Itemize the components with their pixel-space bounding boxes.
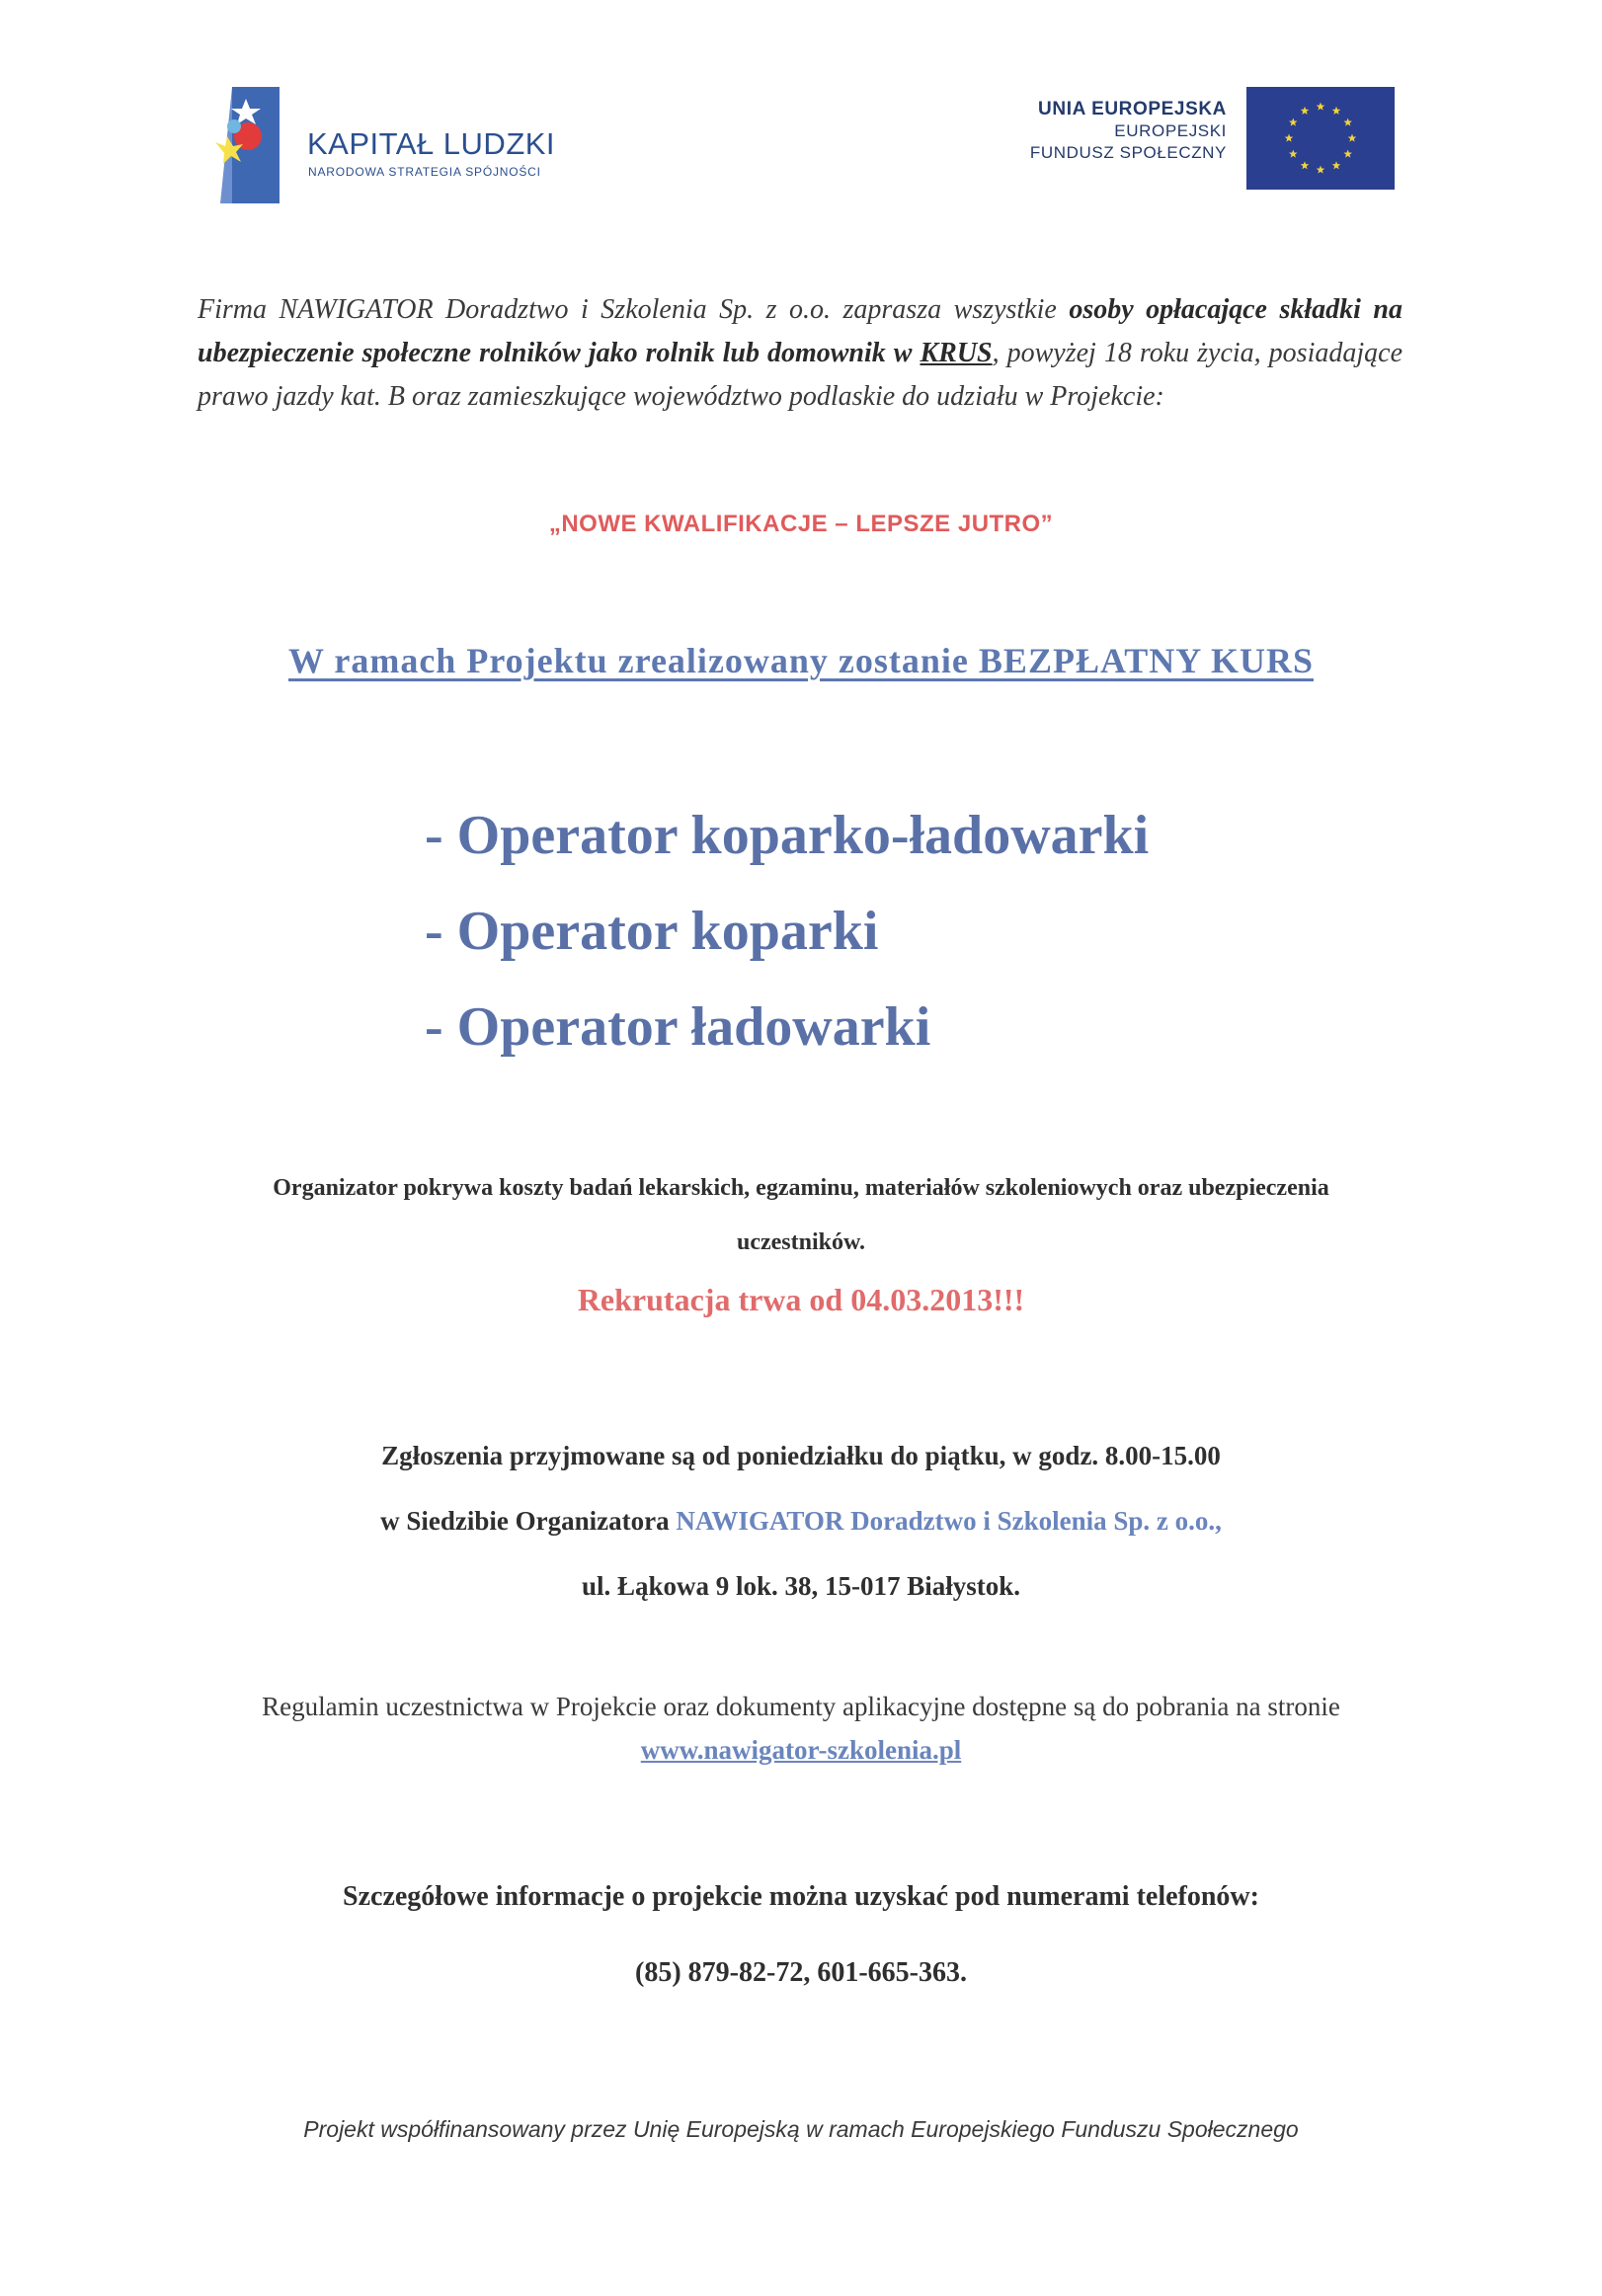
- costs-line-1: Organizator pokrywa koszty badań lekarskich, egzaminu, materiałów szkoleniowych oraz ubezpieczenia: [273, 1175, 1329, 1201]
- kapital-ludzki-subtitle: NARODOWA STRATEGIA SPÓJNOŚCI: [308, 165, 541, 179]
- hours-line-3: ul. Łąkowa 9 lok. 38, 15-017 Białystok.: [581, 1571, 1021, 1601]
- project-name: „NOWE KWALIFIKACJE – LEPSZE JUTRO”: [548, 511, 1054, 537]
- website-link[interactable]: www.nawigator-szkolenia.pl: [640, 1735, 962, 1765]
- regulations-info: [0, 1685, 1602, 1772]
- course-list: [425, 788, 1314, 1075]
- eu-logo-line3: FUNDUSZ SPOŁECZNY: [1029, 143, 1227, 162]
- eu-logo-text: [1030, 99, 1227, 164]
- regulations-line-1: Regulamin uczestnictwa w Projekcie oraz dokumenty aplikacyjne dostępne są do pobrania na stronie: [262, 1692, 1340, 1721]
- course-item: - Operator ładowarki: [425, 996, 931, 1058]
- recruitment-notice: Rekrutacja trwa od 04.03.2013!!!: [577, 1282, 1025, 1317]
- costs-line-2: uczestników.: [736, 1229, 865, 1255]
- course-item: - Operator koparki: [425, 901, 879, 962]
- intro-bold-text: osoby opłacające składki na ubezpieczenie społeczne rolników jako rolnik lub domownik w: [198, 294, 1403, 368]
- contact-info: [0, 1859, 1602, 2011]
- phone-numbers: (85) 879-82-72, 601-665-363.: [635, 1957, 967, 1988]
- course-item: - Operator koparko-ładowarki: [425, 805, 1150, 866]
- intro-text-2: , powyżej 18 roku życia, posiadające prawo jazdy kat. B oraz zamieszkujące województwo podlaskie do udziału w Projekcie:: [198, 338, 1402, 412]
- eu-flag-icon: [1246, 87, 1395, 190]
- footer-note: Projekt współfinansowany przez Unię Europejską w ramach Europejskiego Funduszu Społecznego: [303, 2116, 1299, 2142]
- course-heading-text: W ramach Projektu zrealizowany zostanie BEZPŁATNY KURS: [288, 641, 1314, 680]
- hours-line-1: Zgłoszenia przyjmowane są od poniedziałku do piątku, w godz. 8.00-15.00: [381, 1441, 1221, 1470]
- course-heading: [0, 640, 1602, 681]
- kapital-ludzki-title: KAPITAŁ LUDZKI: [307, 126, 556, 161]
- contact-info-line-1: Szczegółowe informacje o projekcie można uzyskać pod numerami telefonów:: [343, 1881, 1259, 1912]
- eu-logo: [988, 87, 1395, 196]
- costs-info: [0, 1161, 1602, 1270]
- eu-logo-line1: UNIA EUROPEJSKA: [1038, 99, 1227, 119]
- intro-krus: KRUS: [920, 338, 993, 368]
- hours-line-2-prefix: w Siedzibie Organizatora: [380, 1506, 677, 1536]
- intro-paragraph: [198, 288, 1402, 419]
- kapital-ludzki-logo: [210, 87, 605, 205]
- eu-logo-line2: EUROPEJSKI: [1114, 121, 1227, 140]
- intro-text-1: Firma NAWIGATOR Doradztwo i Szkolenia Sp. z o.o. zaprasza wszystkie: [198, 294, 1070, 325]
- kapital-ludzki-mark-icon: [210, 87, 280, 203]
- hours-line-2: [0, 1488, 1602, 1553]
- organizer-company-name: NAWIGATOR Doradztwo i Szkolenia Sp. z o.o.,: [676, 1506, 1222, 1536]
- application-hours: [0, 1423, 1602, 1619]
